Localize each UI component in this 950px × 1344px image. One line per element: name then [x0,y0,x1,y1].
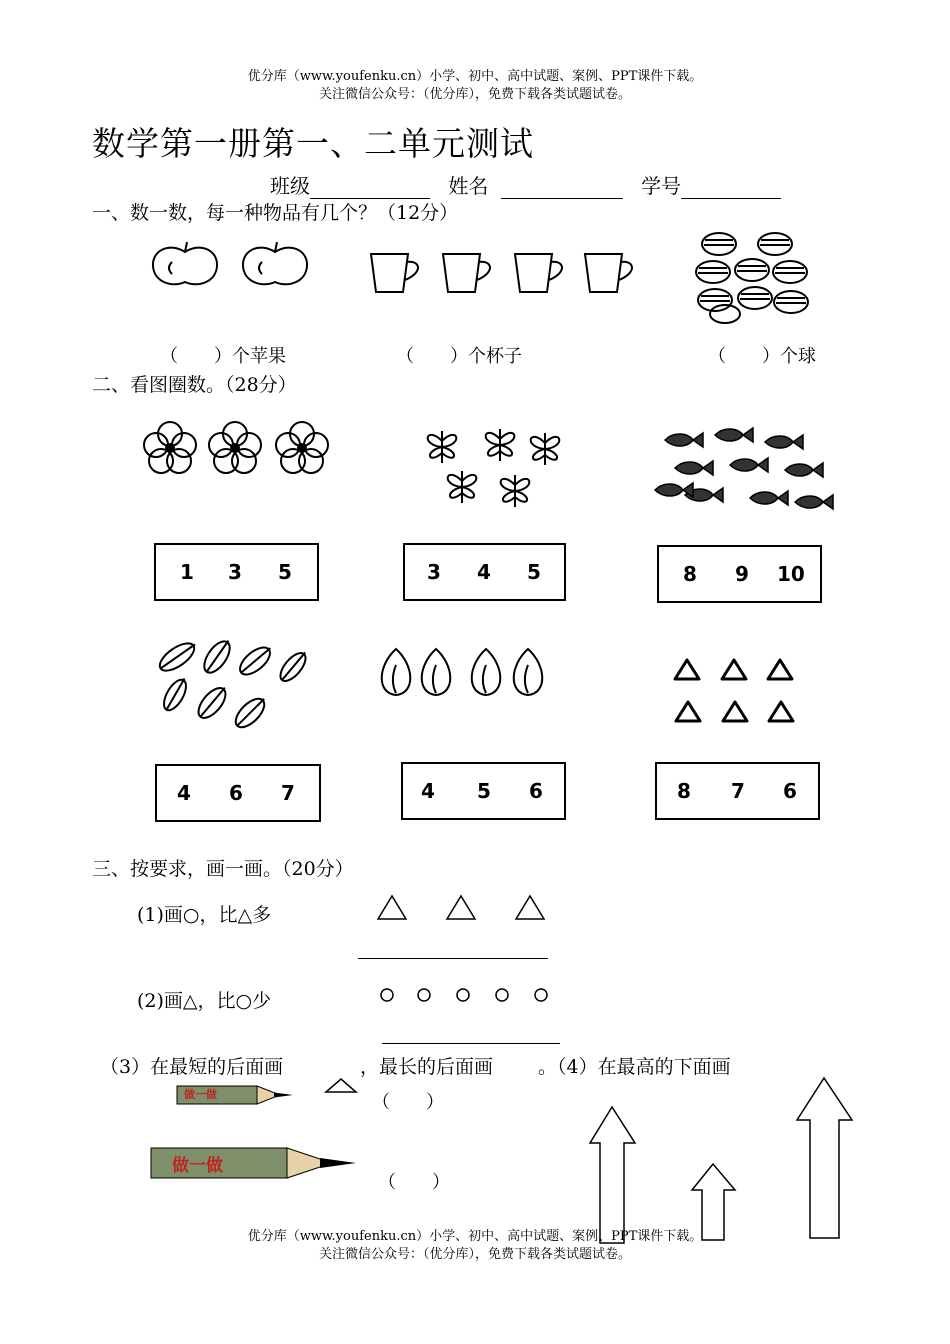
triangle-icon [670,655,805,727]
number-option[interactable]: 4 [177,781,191,805]
short-pencil-label: 做一做 [184,1088,217,1101]
number-box-fish [657,545,822,603]
id-label: 学号 [641,174,682,198]
answer-cups[interactable]: （ ）个杯子 [396,346,522,367]
long-pencil [150,1145,358,1181]
number-box-butterflies [403,543,566,601]
question-1: (1)画○，比△多 [137,904,272,926]
page-title: 数学第一册第一、二单元测试 [92,124,534,163]
class-label: 班级 [270,174,310,198]
number-option[interactable]: 1 [180,560,194,584]
number-box-triangles [655,762,820,820]
name-label: 姓名 [448,174,489,198]
cup-icon [368,250,638,298]
answer-long-pencil[interactable]: （ ） [378,1172,450,1193]
short-pencil [176,1084,294,1106]
arrow-icon [795,1076,855,1241]
number-option[interactable]: 9 [735,562,749,586]
fish-icon [650,420,840,520]
question-2: (2)画△，比○少 [137,990,272,1012]
number-option[interactable]: 6 [529,779,543,803]
apple-icon [150,240,310,290]
id-field[interactable] [681,178,781,199]
butterfly-icon [420,425,570,520]
number-option[interactable]: 5 [477,779,491,803]
number-option[interactable]: 8 [677,779,691,803]
leaf-icon [155,635,315,735]
footer-line-1: 优分库（www.youfenku.cn）小学、初中、高中试题、案例、PPT课件下载。 [247,1229,703,1244]
header-line-2: 关注微信公众号：（优分库），免费下载各类试题试卷。 [318,87,631,102]
ball-icon [695,230,815,325]
student-info [270,170,781,199]
number-box-leaves [155,764,321,822]
answer-short-pencil[interactable]: （ ） [372,1092,444,1113]
number-option[interactable]: 6 [229,781,243,805]
section3-heading: 三、按要求，画一画。（20分） [92,858,354,880]
draw-line-1[interactable] [358,958,548,959]
question-3-part-c: 。（4）在最高的下面画 [538,1056,731,1078]
answer-balls[interactable]: （ ）个球 [708,346,816,367]
number-option[interactable]: 10 [777,562,805,586]
small-triangle-icon [324,1076,358,1094]
peach-icon [378,645,553,700]
question-3-part-a: （3）在最短的后面画 [100,1056,284,1078]
section2-heading: 二、看图圈数。（28分） [92,374,297,396]
long-pencil-label: 做一做 [172,1156,223,1176]
triangle-row-icon [375,893,555,923]
answer-apples[interactable]: （ ）个苹果 [160,346,286,367]
number-option[interactable]: 6 [783,779,797,803]
number-option[interactable]: 5 [527,560,541,584]
flower-icon [140,418,335,478]
arrow-icon [588,1105,638,1245]
number-box-peaches [401,762,566,820]
section1-heading: 一、数一数，每一种物品有几个？（12分） [92,202,459,224]
footer-line-2: 关注微信公众号：（优分库），免费下载各类试题试卷。 [318,1247,631,1262]
number-option[interactable]: 8 [683,562,697,586]
number-option[interactable]: 4 [477,560,491,584]
question-3-part-b: ，最长的后面画 [360,1056,494,1078]
number-option[interactable]: 4 [421,779,435,803]
circle-row-icon [378,985,553,1005]
number-option[interactable]: 7 [731,779,745,803]
draw-line-2[interactable] [382,1043,560,1044]
number-option[interactable]: 5 [278,560,292,584]
class-field[interactable] [310,178,430,199]
number-option[interactable]: 7 [281,781,295,805]
number-option[interactable]: 3 [228,560,242,584]
header-line-1: 优分库（www.youfenku.cn）小学、初中、高中试题、案例、PPT课件下载。 [247,69,703,84]
name-field[interactable] [501,178,623,199]
number-option[interactable]: 3 [427,560,441,584]
number-box-flowers [154,543,319,601]
